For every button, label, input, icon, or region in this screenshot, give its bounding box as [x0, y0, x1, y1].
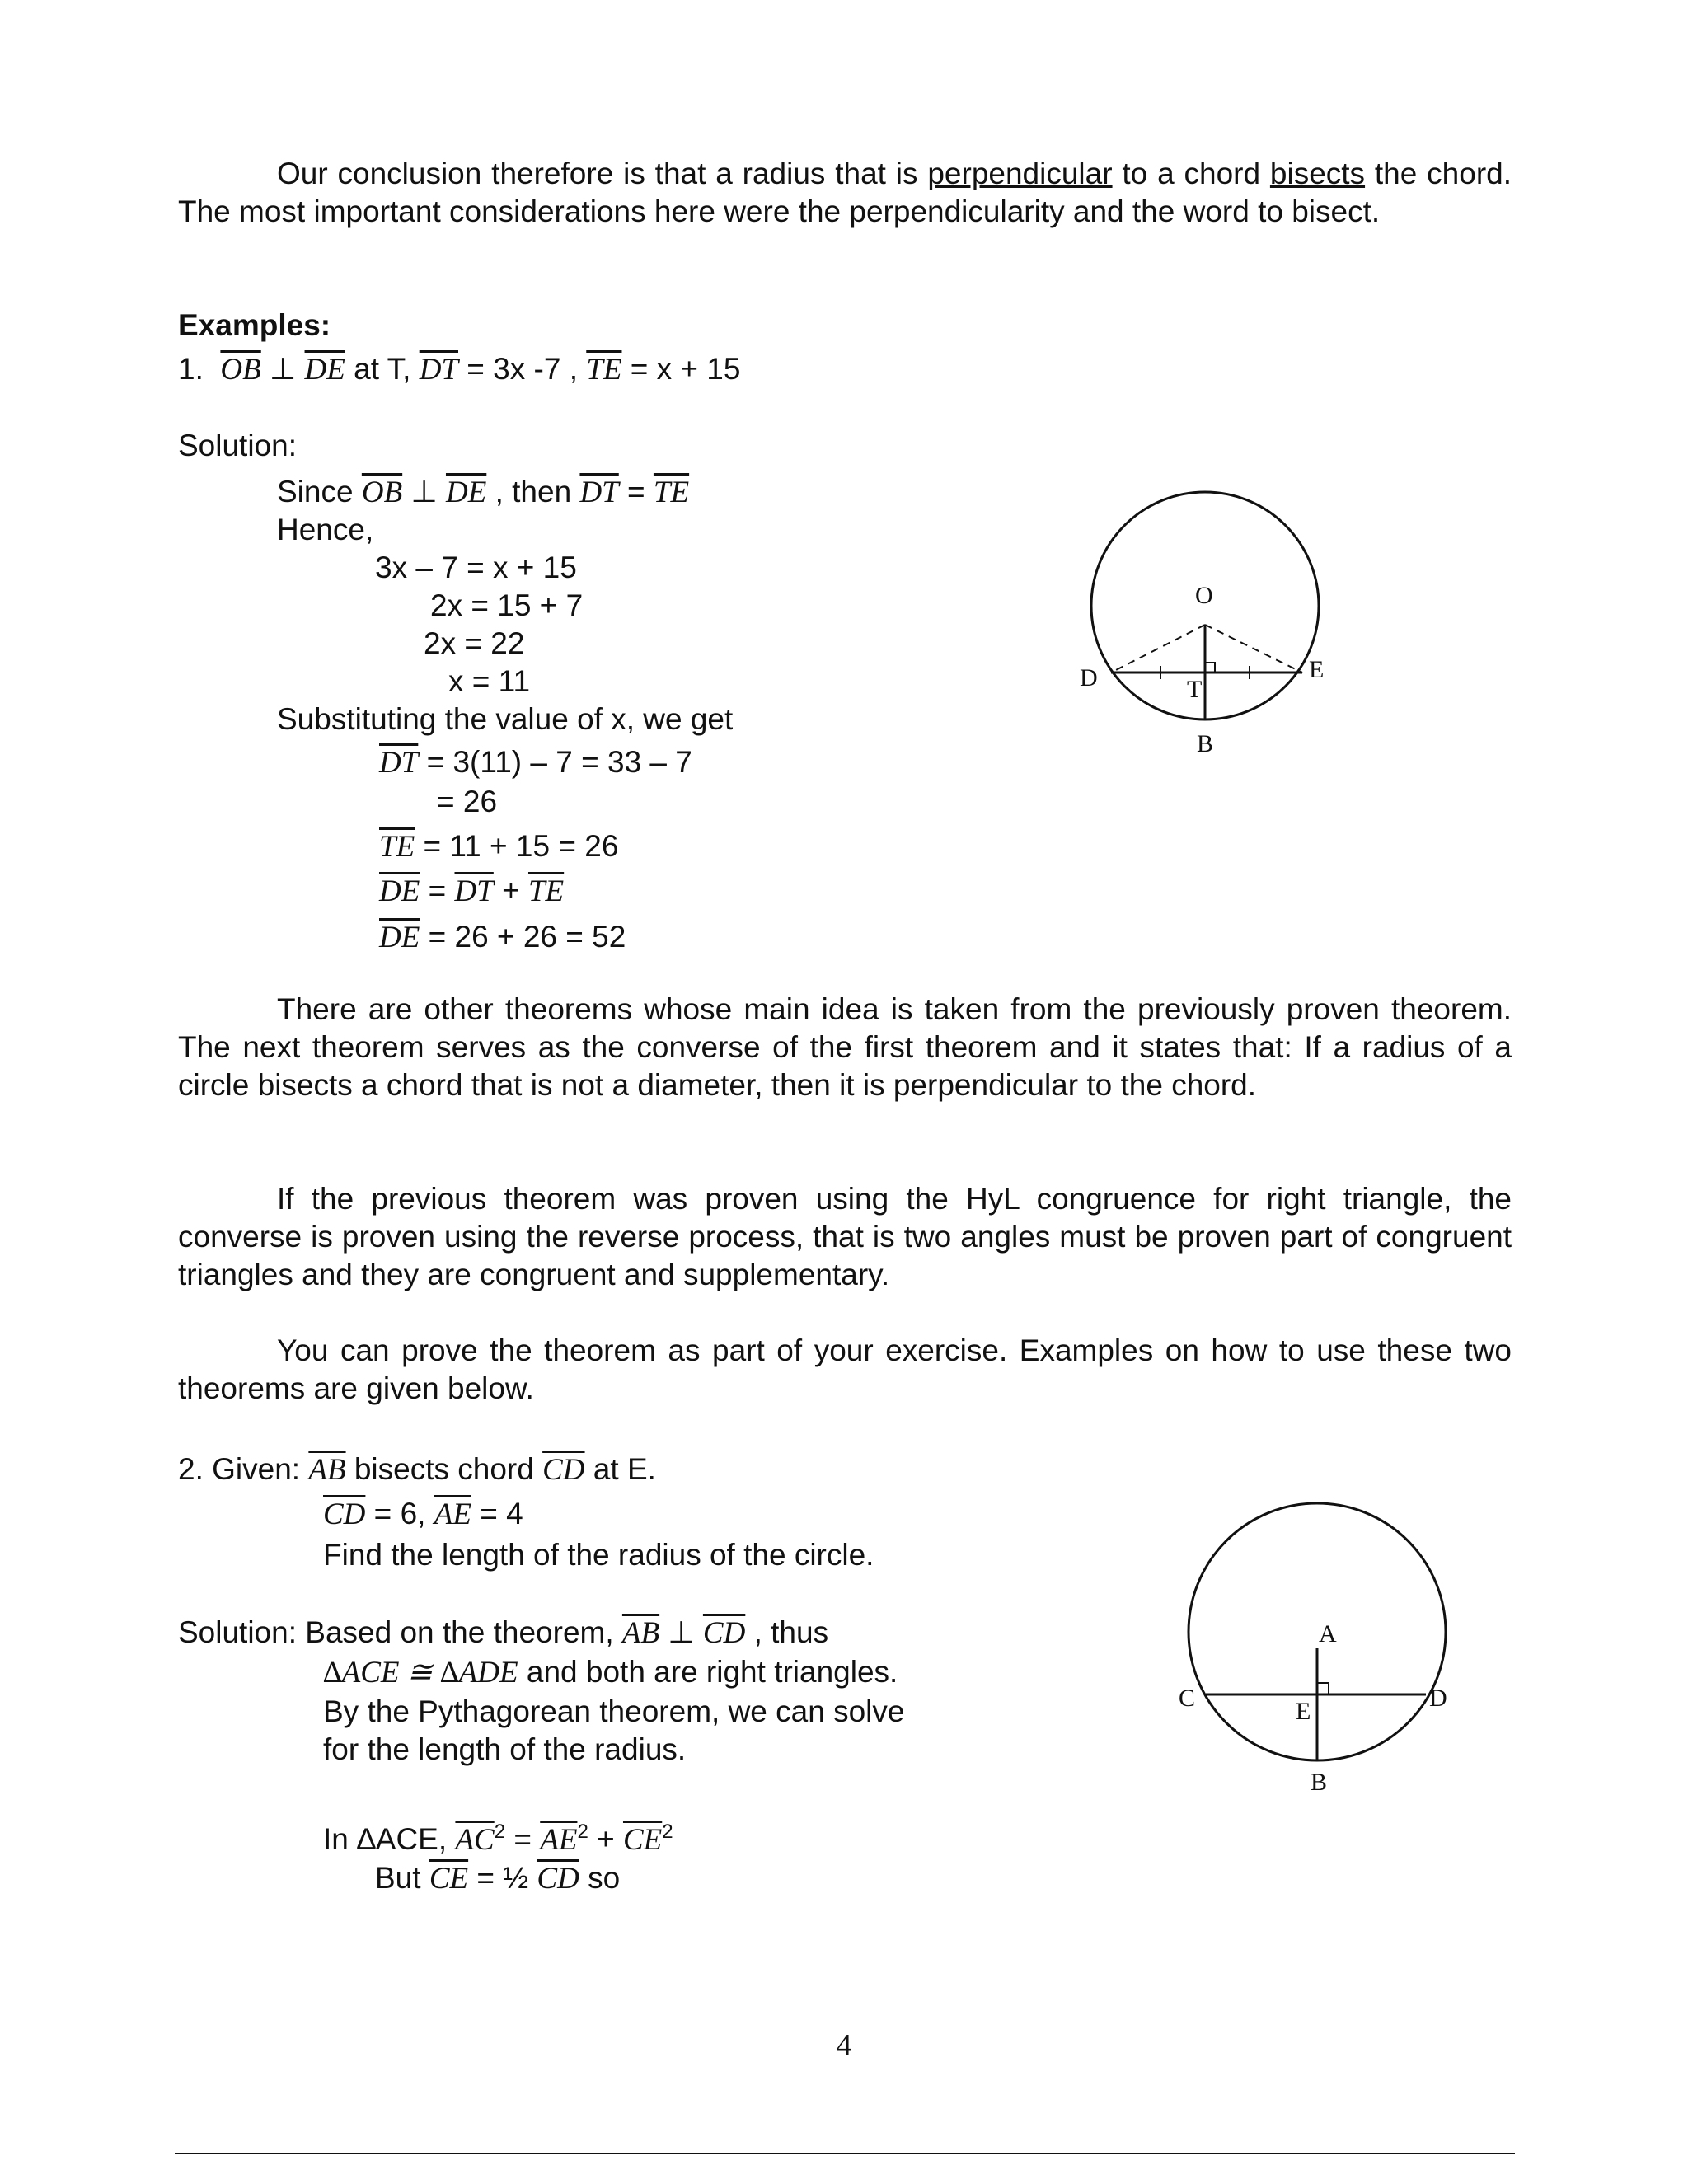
de-sum: $\overline{DE} = \overline{DT} + \overline{TE}$ — [379, 874, 565, 908]
find-line: Find the length of the radius of the circle. — [323, 1538, 874, 1572]
de-calc: $\overline{DE} = 26 + 26 = 52$ — [379, 920, 626, 954]
step-2: 2x = 15 + 7 — [430, 588, 584, 622]
circle-diagram-1 — [1063, 478, 1360, 775]
dashed-od — [1111, 625, 1205, 673]
step-1: 3x – 7 = x + 15 — [375, 551, 577, 584]
converse-paragraph: There are other theorems whose main idea is taken from the previously proven theorem. The next theorem serves as the converse of the first theorem and it states that: If a radius of a circle bisects a chord that is not a diameter, then it is perpendicular to the chord. — [178, 992, 1512, 1102]
pythagorean-line-1: By the Pythagorean theorem, we can solve — [323, 1694, 905, 1728]
since-line: Since $\overline{OB}$ ⊥ $\overline{DE}$ , then $\overline{DT} = \overline{TE}$ — [277, 475, 690, 509]
te-calc: $\overline{TE} = 11 + 15 = 26$ — [379, 829, 619, 864]
label-b: B — [1197, 730, 1214, 757]
step-4: x = 11 — [448, 664, 531, 698]
page-number: 4 — [836, 2028, 852, 2063]
step-3: 2x = 22 — [424, 626, 525, 660]
hence-line: Hence, — [277, 513, 374, 546]
substituting-line: Substituting the value of x, we get — [277, 702, 734, 736]
given-values: $\overline{CD} = 6$, $\overline{AE} = 4$ — [323, 1497, 523, 1531]
circle-diagram-2 — [1170, 1500, 1467, 1813]
congruence-line: ∆ACE ≅ ∆ADE and both are right triangles. — [323, 1655, 898, 1690]
underlined-bisects: bisects — [1269, 157, 1366, 190]
but-line: But $\overline{CE}$ = ½ $\overline{CD}$ so — [375, 1861, 621, 1896]
footer-rule — [175, 2153, 1515, 2154]
right-angle-mark-2 — [1317, 1683, 1329, 1694]
intro-paragraph: Our conclusion therefore is that a radius that is perpendicular to a chord bisects the chord. The most important considerations here were the perpendicularity and the word to bisect. — [178, 157, 1512, 228]
label-e: E — [1309, 656, 1325, 683]
label-e2: E — [1296, 1698, 1311, 1725]
label-b2: B — [1311, 1769, 1328, 1796]
label-o: O — [1195, 582, 1213, 609]
right-angle-mark-1 — [1205, 663, 1215, 673]
label-t: T — [1187, 676, 1203, 703]
solution-label-1: Solution: — [178, 429, 297, 462]
example-2-given: 2. Given: $\overline{AB}$ bisects chord $\overline{CD}$ at E. — [178, 1452, 656, 1487]
underlined-perpendicular: perpendicular — [927, 157, 1113, 190]
dt-result: = 26 — [437, 785, 498, 818]
pythagorean-line-2: for the length of the radius. — [323, 1732, 687, 1766]
label-c: C — [1179, 1685, 1196, 1712]
dashed-oe — [1205, 625, 1302, 673]
examples-heading: Examples: — [178, 308, 331, 342]
label-a: A — [1319, 1620, 1337, 1647]
proof-paragraph: If the previous theorem was proven using the HyL congruence for right triangle, the converse is proven using the reverse process, that is two angles must be proven part of congruent triangles and they are congruent and supplementary. — [178, 1182, 1512, 1291]
exercise-paragraph: You can prove the theorem as part of your exercise. Examples on how to use these two theorems are given below. — [178, 1333, 1512, 1405]
label-d: D — [1080, 664, 1098, 691]
solution-2-line: Solution: Based on the theorem, $\overline{AB}$ ⊥ $\overline{CD}$ , thus — [178, 1615, 829, 1650]
label-d2: D — [1429, 1685, 1447, 1712]
pythagorean-equation: In ∆ACE, $\overline{AC}^2 = \overline{AE}^2 + \overline{CE}^2$ — [323, 1821, 673, 1857]
dt-calc: $\overline{DT} = 3(11) - 7 = 33 - 7$ — [379, 745, 692, 780]
example-1-statement: 1. $\overline{OB}$ ⊥ $\overline{DE}$ at T, $\overline{DT} = 3x$ -7 , $\overline{TE} = x + 15$ — [178, 352, 741, 387]
